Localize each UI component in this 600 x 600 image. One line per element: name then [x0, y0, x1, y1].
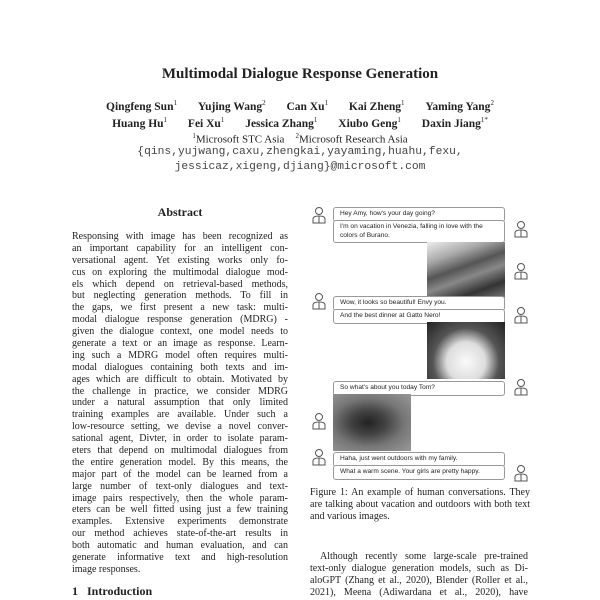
person-avatar-icon [312, 412, 326, 430]
abstract-line: versational agent. Yet existing works only fo- [72, 254, 288, 266]
abstract-line: major part of the model can be learned from a [72, 468, 288, 480]
person-avatar-icon [312, 206, 326, 224]
figure-caption [310, 487, 530, 523]
authors-line-2 [0, 116, 600, 130]
message-bubble: I'm on vacation in Venezia, falling in love with the colors of Burano. [333, 220, 505, 243]
author: Xiubo Geng$^1$ [338, 116, 401, 130]
caption-line: are talking about vacation and outdoors with both text [310, 498, 530, 510]
caption-line: and various images. [310, 510, 390, 522]
abstract-line: modal dialogue response generation (MDRG) - [72, 314, 288, 326]
author: Yujing Wang$^2$ [197, 99, 266, 113]
abstract-line: eters can be well fitted using just a few training [72, 504, 288, 516]
abstract-line: large number of text-only dialogues and text- [72, 480, 288, 492]
abstract-line: the challenge in practice, we consider MDRG [72, 385, 288, 397]
message-bubble: So what's about you today Tom? [333, 381, 505, 396]
abstract-line: image responses. [72, 563, 141, 575]
abstract-line: image pairs respectively, then the whole param- [72, 492, 288, 504]
person-avatar-icon [514, 306, 528, 324]
author: Yaming Yang$^2$ [425, 99, 494, 113]
author: Daxin Jiang$^{1*}$ [421, 116, 488, 130]
abstract-line: but neglecting generation methods. To fill in [72, 290, 288, 302]
person-avatar-icon [514, 220, 528, 238]
affiliations: $^1$Microsoft STC Asia $^2$Microsoft Research Asia [192, 132, 408, 146]
person-avatar-icon [312, 448, 326, 466]
abstract-line: modal dialogues containing both texts and im- [72, 361, 288, 373]
abstract-line: cus on exploring the multimodal dialogue mod- [72, 266, 288, 278]
abstract-line: under a natural assumption that only limited [72, 397, 288, 409]
paragraph-line: 2021), Meena (Adiwardana et al., 2020), have [310, 586, 528, 598]
intro-paragraph [310, 551, 528, 599]
venice-canal-photo [427, 242, 505, 298]
abstract-heading: Abstract [157, 205, 203, 219]
abstract-line: ing such a MDRG model often requires multi- [72, 349, 288, 361]
introduction-heading: 1 Introduction [72, 584, 153, 598]
paragraph-line: aloGPT (Zhang et al., 2020), Blender (Roller et al., [310, 574, 528, 586]
authors-line-1 [0, 99, 600, 113]
author: Huang Hu$^1$ [112, 116, 168, 130]
paper-title: Multimodal Dialogue Response Generation [161, 66, 439, 82]
abstract-line: both automatic and human evaluation, and can [72, 540, 288, 552]
abstract-line: eters that depend on multimodal dialogues from [72, 445, 288, 457]
abstract-line: els which depend on retrieval-based methods, [72, 278, 288, 290]
message-bubble: And the best dinner at Gatto Nero! [333, 309, 505, 324]
abstract-body [72, 231, 288, 576]
message-bubble: Wow, it looks so beautiful! Envy you. [333, 296, 505, 311]
paragraph-line: text-only dialogue generation models, such as Di- [310, 562, 528, 574]
family-outdoors-photo [333, 394, 411, 451]
person-avatar-icon [514, 464, 528, 482]
person-avatar-icon [514, 262, 528, 280]
message-bubble: Haha, just went outdoors with my family. [333, 452, 505, 467]
dinner-photo [427, 322, 505, 379]
author: Jessica Zhang$^1$ [245, 116, 318, 130]
abstract-line: generate a text or an image as response. Learn- [72, 338, 288, 350]
abstract-line: the gaps, we first present a new task: multi- [72, 302, 288, 314]
abstract-line: the entire generation model. By this means, the [72, 456, 288, 468]
abstract-line: an important capability for an intelligent con- [72, 242, 288, 254]
abstract-line: ages which are difficult to obtain. Motivated by [72, 373, 288, 385]
message-bubble: Hey Amy, how's your day going? [333, 207, 505, 222]
abstract-line: training examples are available. Under such a [72, 409, 288, 421]
paragraph-line: Although recently some large-scale pre-trained [320, 551, 528, 562]
abstract-line: sational agent, Divter, in order to isolate param- [72, 433, 288, 445]
abstract-line: our method achieves state-of-the-art results in [72, 528, 288, 540]
abstract-line: low-resource setting, we devise a novel conver- [72, 421, 288, 433]
author: Fei Xu$^1$ [187, 116, 225, 130]
email-line-2: jessicaz,xigeng,djiang}@microsoft.com [174, 161, 426, 173]
abstract-line: Responsing with image has been recognized as [72, 231, 288, 242]
author: Qingfeng Sun$^1$ [106, 99, 177, 113]
abstract-line: generate informative text and high-resolution [72, 552, 288, 564]
author: Kai Zheng$^1$ [348, 99, 405, 113]
abstract-line: given the dialogue context, one model needs to [72, 326, 288, 338]
message-bubble: What a warm scene. Your girls are pretty happy. [333, 465, 505, 480]
email-line-1: {qins,yujwang,caxu,zhengkai,yayaming,huahu,fexu, [137, 146, 463, 158]
caption-line: Figure 1: An example of human conversations. They [310, 487, 530, 498]
person-avatar-icon [312, 292, 326, 310]
abstract-line: examples. Extensive experiments demonstrate [72, 516, 288, 528]
person-avatar-icon [514, 378, 528, 396]
author: Can Xu$^1$ [286, 99, 329, 113]
